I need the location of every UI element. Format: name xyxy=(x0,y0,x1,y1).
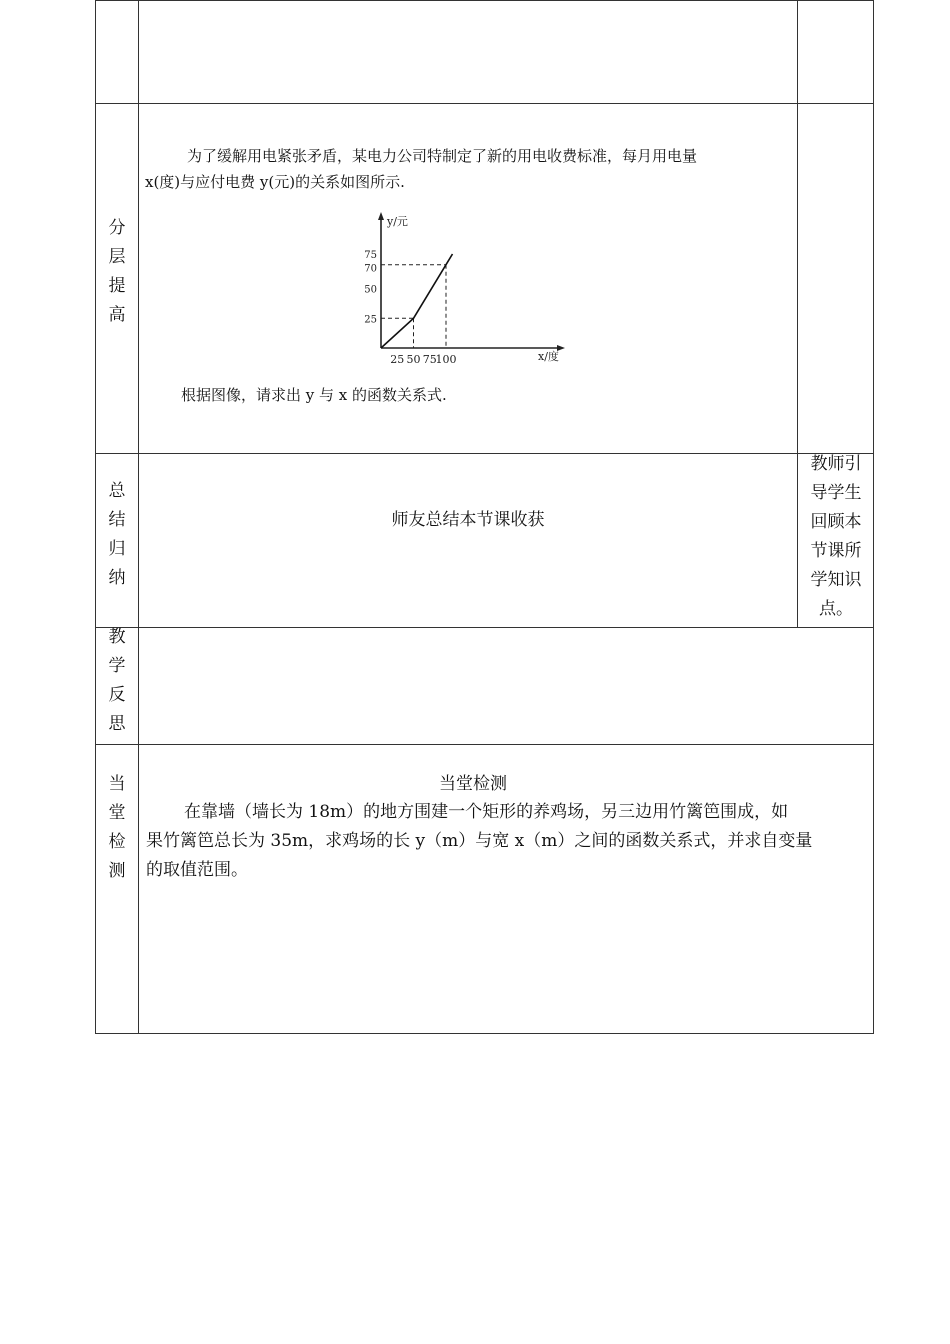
x-tick-label: 25 xyxy=(390,353,405,366)
x-tick-label: 75 xyxy=(422,353,437,366)
y-tick-label: 75 xyxy=(364,249,377,261)
check-title: 当堂检测 xyxy=(439,774,507,794)
y-axis-arrow xyxy=(378,212,384,220)
summary-content: 师友总结本节课收获 xyxy=(391,510,545,530)
row-divider-4 xyxy=(95,744,874,745)
check-line-3: 的取值范围。 xyxy=(146,860,248,880)
teacher-note: 教师引 导学生 回顾本 节课所 学知识 点。 xyxy=(810,454,862,619)
electricity-fee-chart xyxy=(355,208,580,368)
y-tick-label: 50 xyxy=(364,284,377,296)
y-axis-label: y/元 xyxy=(387,215,408,228)
chart-guides xyxy=(381,265,446,348)
row-divider-2 xyxy=(95,453,874,454)
y-tick-label: 70 xyxy=(364,263,377,275)
layered-row-label: 分 层 提 高 xyxy=(108,218,126,325)
note-column-divider xyxy=(797,0,798,628)
check-row-label: 当 堂 检 测 xyxy=(108,774,126,881)
problem-line-2: x(度)与应付电费 y(元)的关系如图所示. xyxy=(145,173,405,191)
table-border-right xyxy=(873,0,874,1034)
layered-question: 根据图像，请求出 y 与 x 的函数关系式. xyxy=(181,386,447,404)
x-tick-label: 100 xyxy=(435,353,457,366)
x-tick-label: 50 xyxy=(406,353,421,366)
problem-line-1: 为了缓解用电紧张矛盾，某电力公司特制定了新的用电收费标准，每月用电量 xyxy=(187,147,698,165)
check-line-2: 果竹篱笆总长为 35m，求鸡场的长 y（m）与宽 x（m）之间的函数关系式，并求自变量 xyxy=(146,831,813,851)
fee-series-line xyxy=(381,254,453,348)
summary-row-label: 总 结 归 纳 xyxy=(108,481,126,588)
row-divider-3 xyxy=(95,627,874,628)
x-axis-label: x/度 xyxy=(538,350,559,363)
table-border-top xyxy=(95,0,874,1)
reflection-row-label: 教 学 反 思 xyxy=(108,627,126,734)
row-divider-1 xyxy=(95,103,874,104)
check-line-1: 在靠墙（墙长为 18m）的地方围建一个矩形的养鸡场，另三边用竹篱笆围成，如 xyxy=(184,802,789,822)
table-border-bottom xyxy=(95,1033,874,1034)
y-tick-label: 25 xyxy=(364,314,377,326)
